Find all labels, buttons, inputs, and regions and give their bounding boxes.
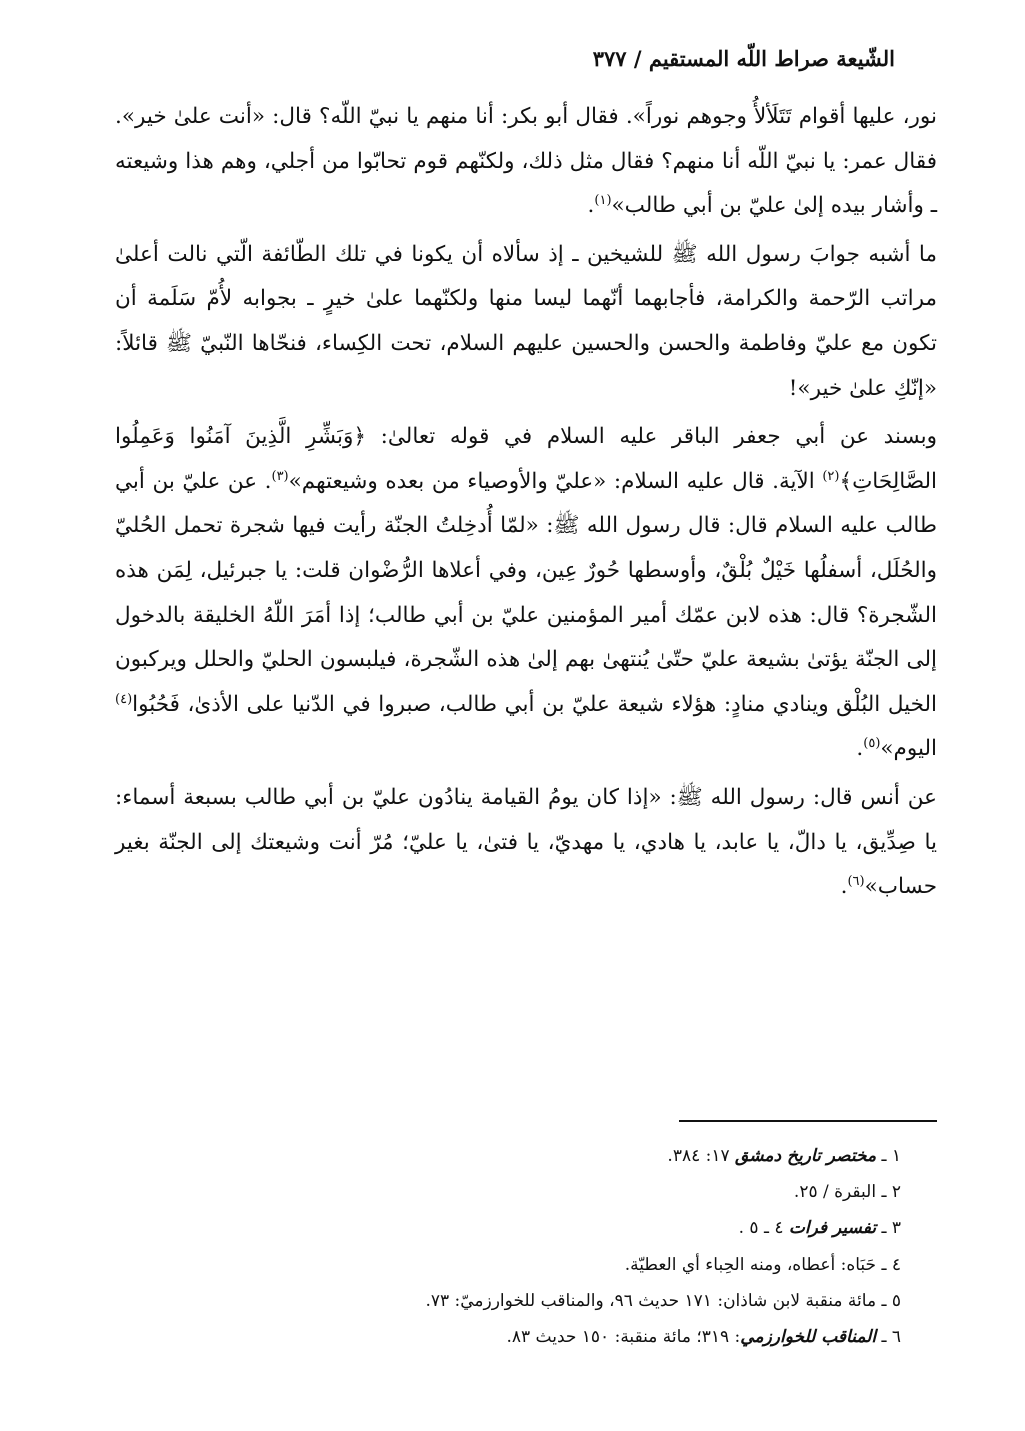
paragraph: نور، عليها أقوام تَتَلَألأُ وجوهم نوراً». فقال أبو بكر: أنا منهم يا نبيّ اللّه؟ قال: «أنت علىٰ خير». فقال عمر: يا نبيّ اللّه أنا منهم؟ فقال مثل ذلك، ولكنّهم قوم تحابّوا من أجلي، وهم هذا وشيعته ـ وأشار بيده إلىٰ عليّ بن أبي طالب»$^{(١)}$. xyxy=(115,104,937,219)
footnote-marker: (٢) xyxy=(822,468,840,484)
footnote-item: ٤ ـ حَبَاه: أعطاه، ومنه الحِباء أي العطيّة. xyxy=(624,1254,901,1275)
paragraph: عن أنس قال: رسول الله ﷺ: «إذا كان يومُ القيامة ينادُون عليّ بن أبي طالب بسبعة أسماء: يا صِدِّيق، يا دالّ، يا عابد، يا هادي، يا مهديّ، يا فتىٰ، يا عليّ؛ مُرّ أنت وشيعتك إلى الجنّة بغير حساب»$^{(٦)}$. xyxy=(115,784,937,900)
footnote-item: ٥ ـ مائة منقبة لابن شاذان: ١٧١ حديث ٩٦، والمناقب للخوارزميّ: ٧٣. xyxy=(425,1290,901,1311)
footnote-marker: (١) xyxy=(594,193,612,209)
footnote-marker: (٥) xyxy=(863,736,881,752)
main-text xyxy=(115,95,937,910)
footnote-separator xyxy=(679,1120,937,1122)
footnote-item: ٣ ـ تفسير فرات ٤ ـ ٥ . xyxy=(738,1218,901,1239)
footnote-item: ٢ ـ البقرة / ٢٥. xyxy=(793,1182,901,1203)
paragraph: ما أشبه جوابَ رسول الله ﷺ للشيخين ـ إذ سألاه أن يكونا في تلك الطّائفة الّتي نالت أعلىٰ مراتب الرّحمة والكرامة، فأجابهما أنّهما ليسا منها ولكنّهما علىٰ خيرٍ ـ بجوابه لأُمّ سَلَمة أن تكون مع عليّ وفاطمة والحسن والحسين عليهم السلام، تحت الكِساء، فنحّاها النّبيّ ﷺ قائلاً: «إنّكِ علىٰ خير»! xyxy=(115,241,937,401)
running-header: الشّيعة صراط اللّه المستقيم / ٣٧٧ xyxy=(592,46,895,71)
footnote-marker: (٣) xyxy=(271,468,289,484)
paragraph: وبسند عن أبي جعفر الباقر عليه السلام في قوله تعالىٰ: ﴿وَبَشِّرِ الَّذِينَ آمَنُوا وَعَمِلُوا الصَّالِحَاتِ﴾$^{(٢)}$ الآية. قال عليه السلام: «عليّ والأوصياء من بعده وشيعتهم»$^{(٣)}$. عن عليّ بن أبي طالب عليه السلام قال: قال رسول الله ﷺ: «لمّا أُدخِلتُ الجنّة رأيت فيها شجرة تحمل الحُليّ والحُلَل، أسفلُها خَيْلٌ بُلْقٌ، وأوسطها حُورٌ عِين، وفي أعلاها الرُّضْوان قلت: يا جبرئيل، لِمَن هذه الشّجرة؟ قال: هذه لابن عمّك أمير المؤمنين عليّ بن أبي طالب؛ إذا أمَرَ اللّهُ الخليقة بالدخول إلى الجنّة يؤتىٰ بشيعة عليّ حتّىٰ يُنتهىٰ بهم إلىٰ هذه الشّجرة، فيلبسون الحليّ والحلل ويركبون الخيل البُلْق وينادي منادٍ: هؤلاء شيعة عليّ بن أبي طالب، صبروا في الدّنيا على الأذىٰ، فَحُبُوا$^{(٤)}$ اليوم»$^{(٥)}$. xyxy=(115,424,938,762)
footnote-marker: (٤) xyxy=(115,691,133,707)
footnote-marker: (٦) xyxy=(847,873,865,889)
footnotes xyxy=(141,1138,901,1355)
footnote-item: ١ ـ مختصر تاريخ دمشق ١٧: ٣٨٤. xyxy=(667,1146,901,1166)
footnote-item: ٦ ـ المناقب للخوارزمي: ٣١٩؛ مائة منقبة: ١٥٠ حديث ٨٣. xyxy=(506,1327,901,1348)
